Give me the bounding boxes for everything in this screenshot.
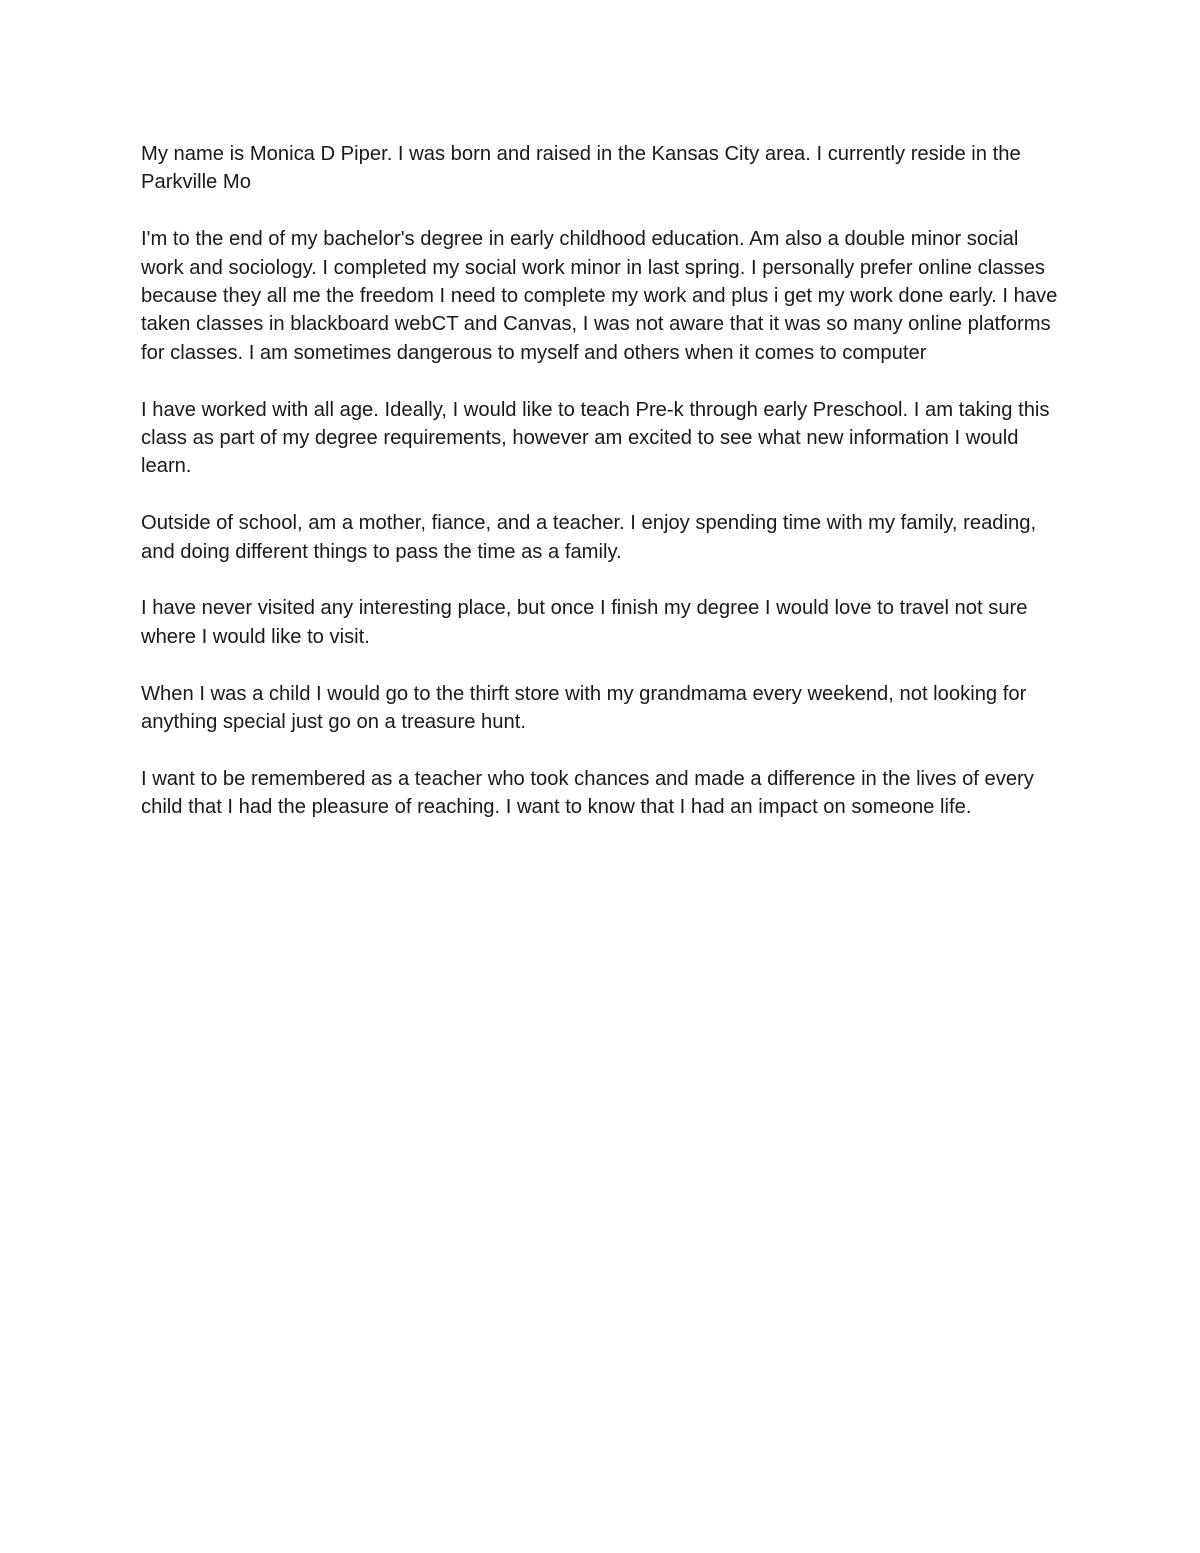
paragraph-childhood-memory: When I was a child I would go to the thirft store with my grandmama every weekend, not looking for anything special just go on a treasure hunt. <box>141 682 1027 734</box>
paragraph-travel: I have never visited any interesting place, but once I finish my degree I would love to travel not sure where I would like to visit. <box>141 597 1028 648</box>
paragraph-personal-life: Outside of school, am a mother, fiance, and a teacher. I enjoy spending time with my family, reading, and doing different things to pass the time as a family. <box>141 512 1037 563</box>
paragraph-education: I'm to the end of my bachelor's degree in early childhood education. Am also a double minor social work and sociology. I completed my social work minor in last spring. I personally prefer online classes because they all me the freedom I need to complete my work and plus i get my work done early. I have taken classes in blackboard webCT and Canvas, I was not aware that it was so many online platforms for classes. I am sometimes dangerous to myself and others when it comes to computer <box>141 228 1058 364</box>
paragraph-legacy: I want to be remembered as a teacher who took chances and made a difference in the lives of every child that I had the pleasure of reaching. I want to know that I had an impact on someone life. <box>141 767 1034 819</box>
document-body <box>141 140 1066 850</box>
paragraph-intro: My name is Monica D Piper. I was born and raised in the Kansas City area. I currently reside in the Parkville Mo <box>141 143 1021 194</box>
paragraph-teaching-goals: I have worked with all age. Ideally, I would like to teach Pre-k through early Preschool. I am taking this class as part of my degree requirements, however am excited to see what new information I would learn. <box>141 398 1050 478</box>
